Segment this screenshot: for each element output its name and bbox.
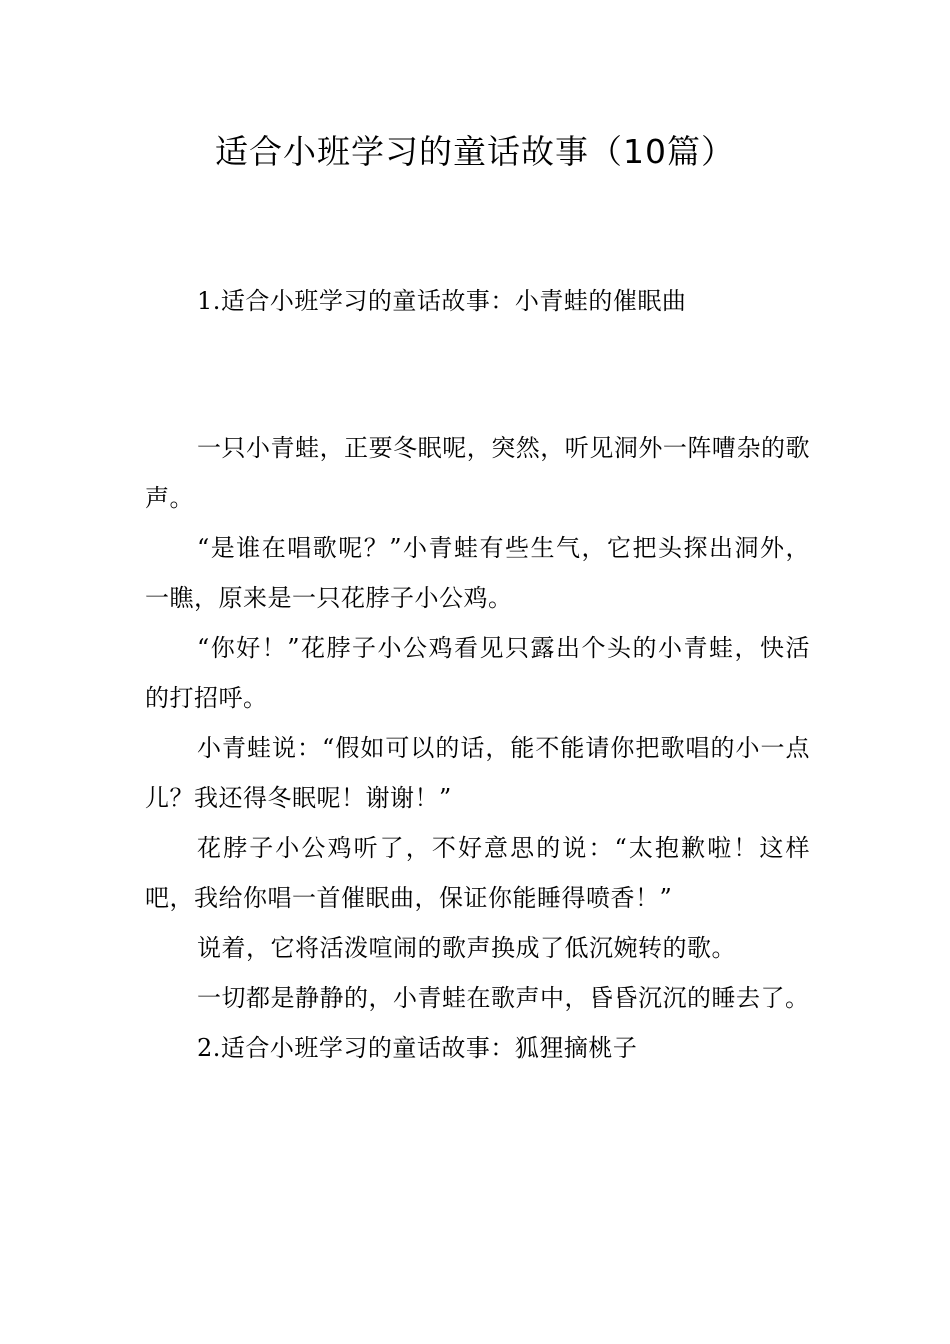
story-paragraph: “是谁在唱歌呢？”小青蛙有些生气，它把头探出洞外，一瞧，原来是一只花脖子小公鸡。 [145,534,810,612]
story-body [145,423,810,1073]
story-paragraph: 一只小青蛙，正要冬眠呢，突然，听见洞外一阵嘈杂的歌声。 [145,434,810,512]
section-1-heading: 1.适合小班学习的童话故事：小青蛙的催眠曲 [197,287,687,315]
story-paragraph: 说着，它将活泼喧闹的歌声换成了低沉婉转的歌。 [197,934,736,962]
story-paragraph: 花脖子小公鸡听了，不好意思的说：“太抱歉啦！这样吧，我给你唱一首催眠曲，保证你能睡得喷香！” [145,834,810,912]
document-title: 适合小班学习的童话故事（10篇） [215,132,735,171]
section-2-heading: 2.适合小班学习的童话故事：狐狸摘桃子 [197,1034,638,1062]
story-paragraph: 小青蛙说：“假如可以的话，能不能请你把歌唱的小一点儿？我还得冬眠呢！谢谢！” [145,734,810,812]
section-1-heading-block [145,276,810,326]
story-paragraph: 一切都是静静的，小青蛙在歌声中，昏昏沉沉的睡去了。 [197,984,810,1012]
story-paragraph: “你好！”花脖子小公鸡看见只露出个头的小青蛙，快活的打招呼。 [145,634,810,712]
